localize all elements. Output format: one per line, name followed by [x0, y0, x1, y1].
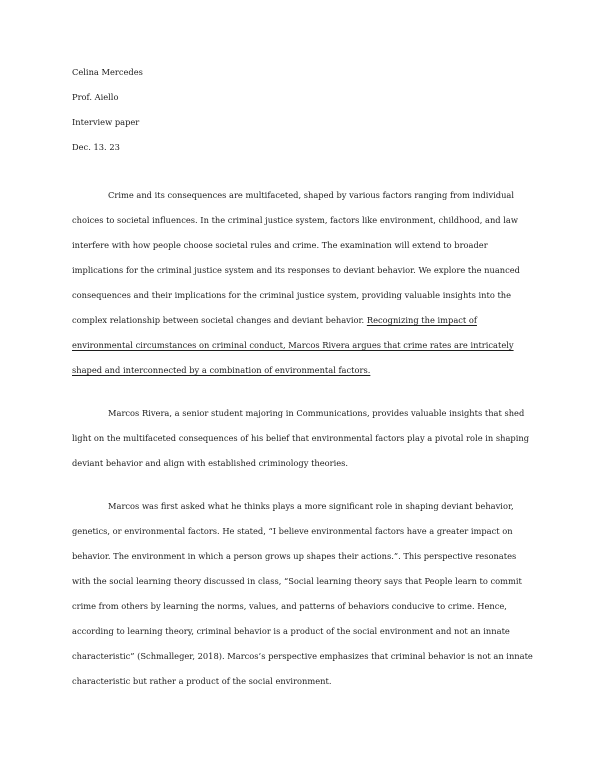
interviewee-paragraph: Marcos Rivera, a senior student majoring in Communications, provides valuable insights that shed light on the multifaceted consequences of his belief that environmental factors play a pivotal role in shaping deviant behavior and align with established criminology theories.: [72, 408, 530, 468]
intro-text: Crime and its consequences are multifaceted, shaped by various factors ranging from individual choices to societal influences. In the criminal justice system, factors like environment, childhood, and law interfere with how people choose societal rules and crime. The examination will extend to broader implications for the criminal justice system and its responses to deviant behavior. We explore the nuanced consequences and their implications for the criminal justice system, providing valuable insights into the complex relationship between societal changes and deviant behavior.: [72, 190, 520, 325]
intro-paragraph: [72, 183, 534, 383]
spacer: [72, 160, 534, 183]
assignment-title: Interview paper: [72, 117, 140, 127]
spacer: [72, 476, 534, 494]
spacer: [72, 383, 534, 401]
thesis-statement: Recognizing the impact of environmental circumstances on criminal conduct, Marcos Rivera argues that crime rates are intricately shaped and interconnected by a combination of environmental factors.: [72, 315, 514, 375]
professor-name: Prof. Aiello: [72, 92, 119, 102]
interview-paragraph: Marcos was first asked what he thinks plays a more significant role in shaping deviant behavior, genetics, or environmental factors. He stated, “I believe environmental factors have a greater impact on behavior. The environment in which a person grows up shapes their actions.”. This perspective resonates with the social learning theory discussed in class, “Social learning theory says that People learn to commit crime from others by learning the norms, values, and patterns of behaviors conducive to crime. Hence, according to learning theory, criminal behavior is a product of the social environment and not an innate characteristic” (Schmalleger, 2018). Marcos’s perspective emphasizes that criminal behavior is not an innate characteristic but rather a product of the social environment.: [72, 501, 533, 686]
author-name: Celina Mercedes: [72, 67, 143, 77]
document-body: [72, 60, 534, 694]
paper-date: Dec. 13. 23: [72, 142, 120, 152]
